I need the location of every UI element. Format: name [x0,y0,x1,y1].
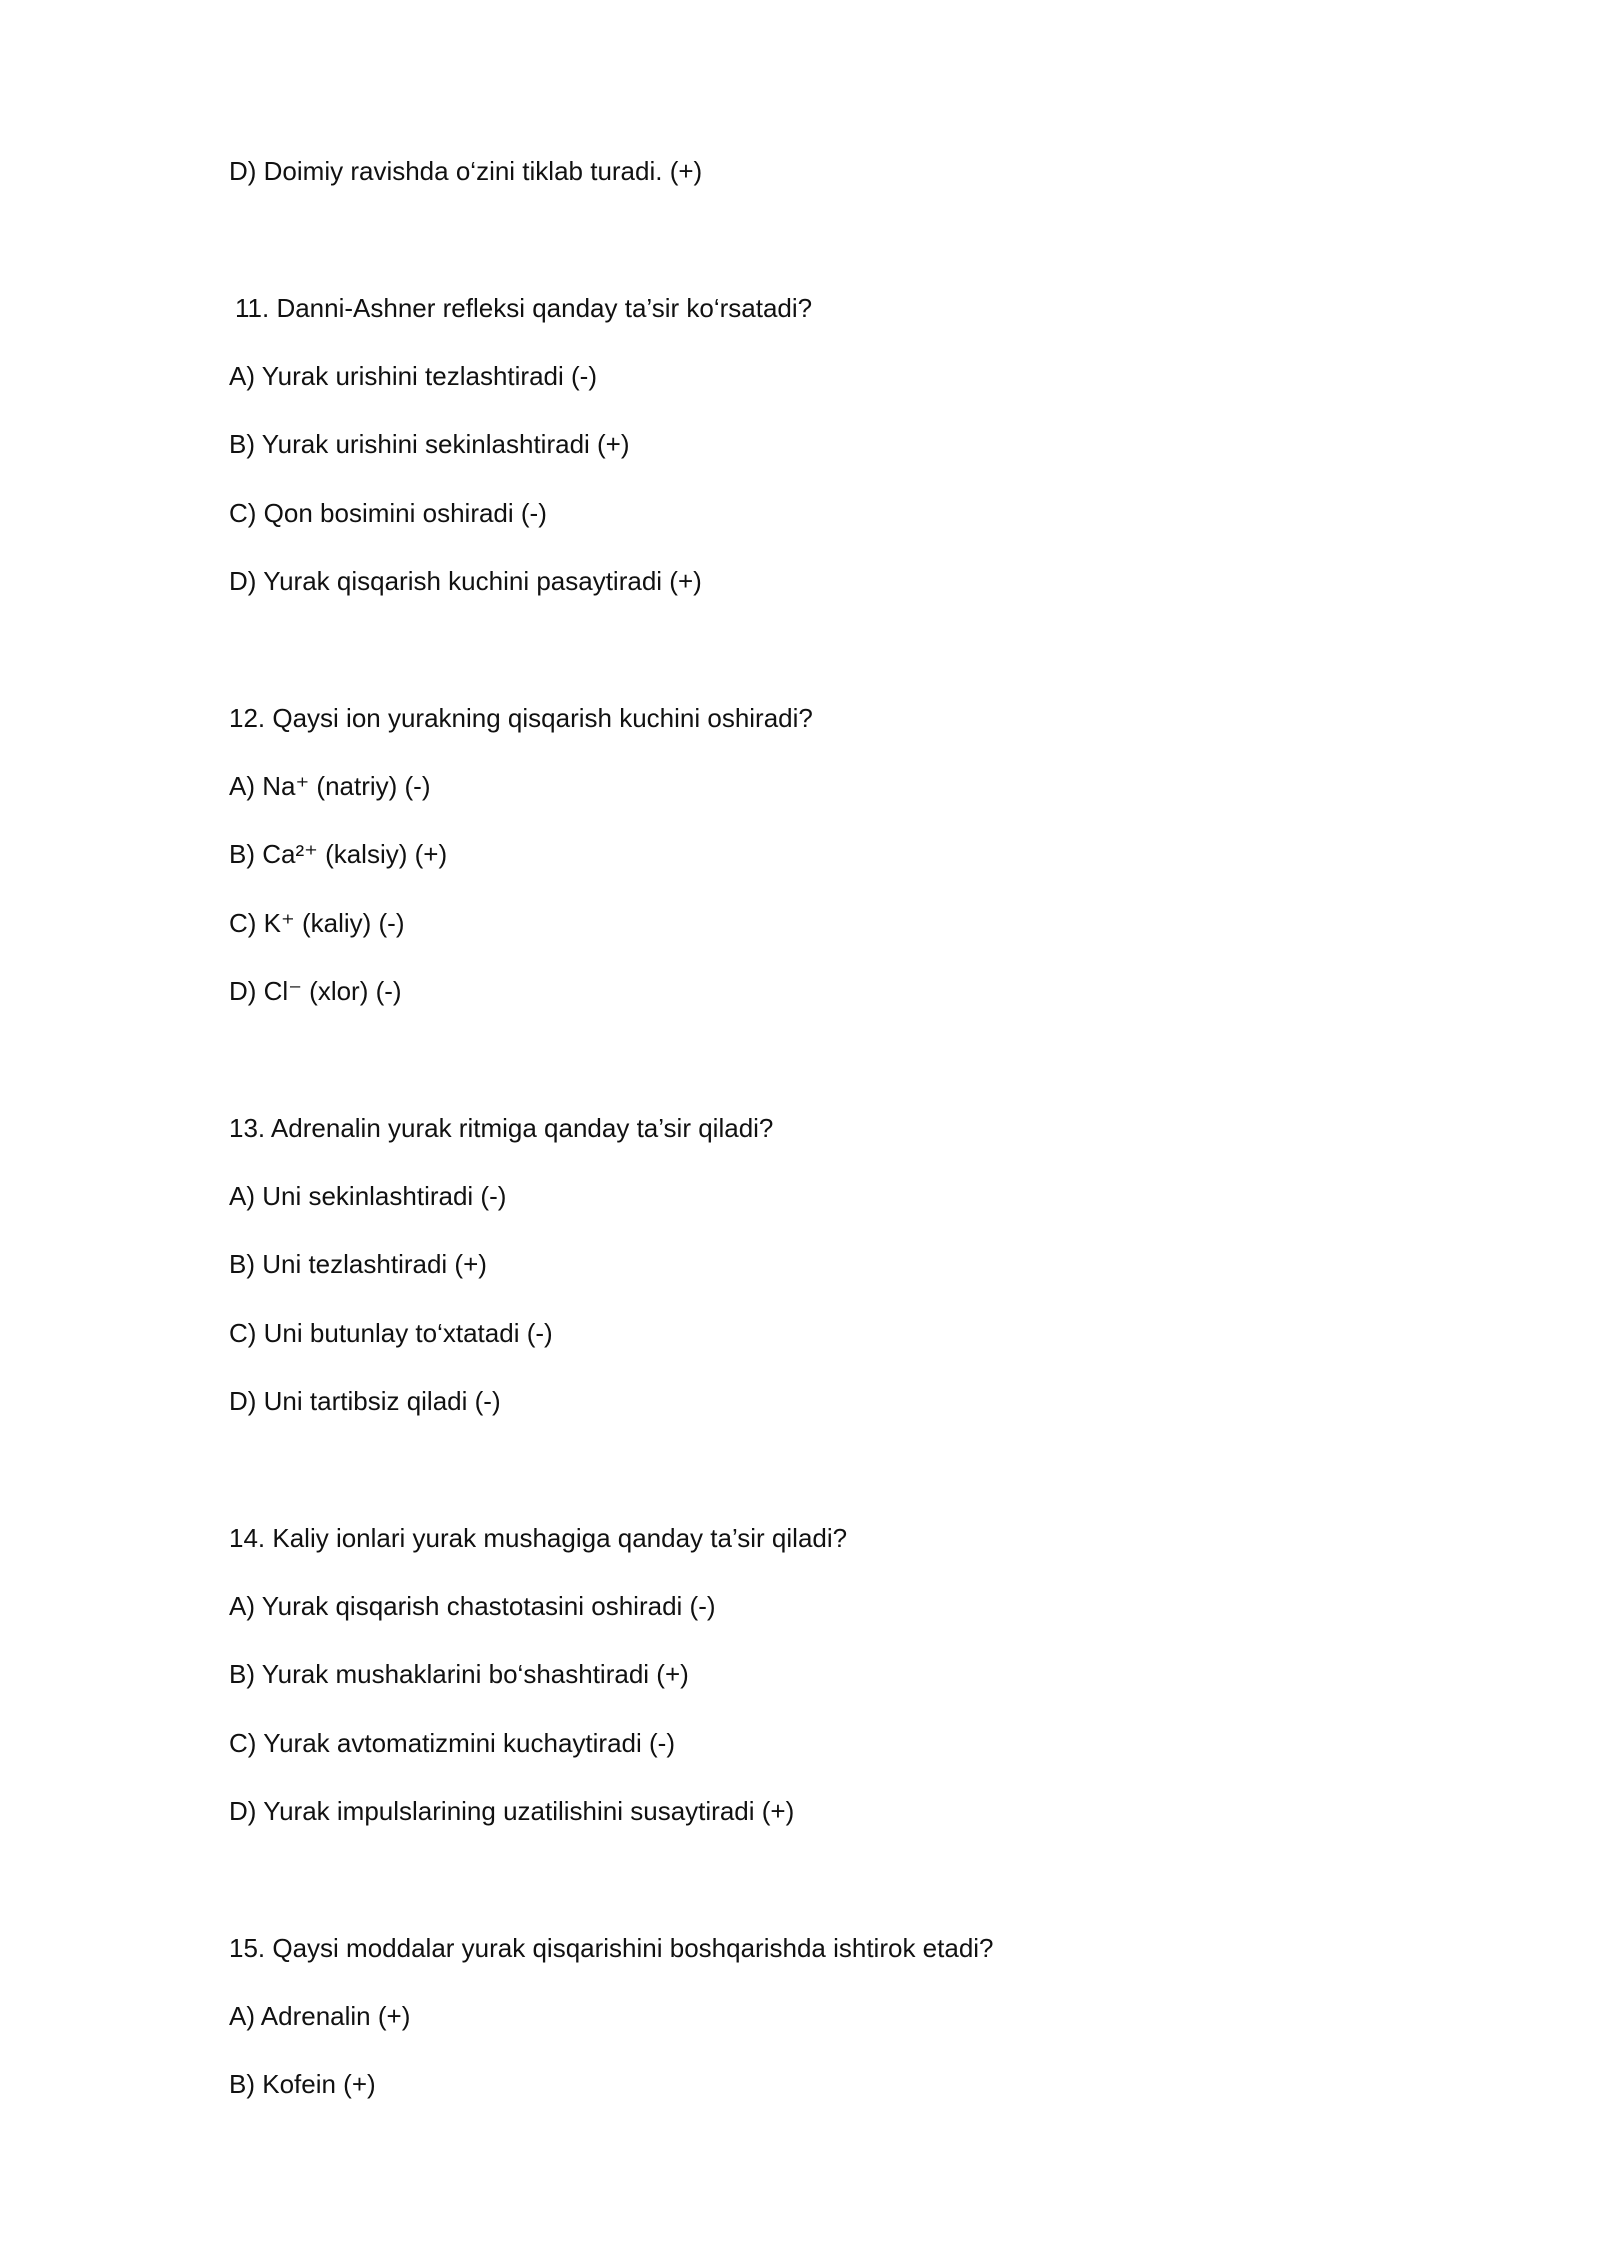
option-line: C) Uni butunlay to‘xtatadi (-) [229,1318,553,1348]
question-15: 15. Qaysi moddalar yurak qisqarishini boshqarishda ishtirok etadi? [229,1933,994,1963]
question-13: 13. Adrenalin yurak ritmiga qanday ta’sir qiladi? [229,1113,774,1143]
option-line: C) Qon bosimini oshiradi (-) [229,498,547,528]
option-line: B) Ca²⁺ (kalsiy) (+) [229,839,448,869]
option-line: C) K⁺ (kaliy) (-) [229,908,405,938]
option-line: A) Yurak qisqarish chastotasini oshiradi (-) [229,1591,716,1621]
option-line: C) Yurak avtomatizmini kuchaytiradi (-) [229,1728,675,1758]
question-12: 12. Qaysi ion yurakning qisqarish kuchini oshiradi? [229,703,813,733]
option-line: A) Uni sekinlashtiradi (-) [229,1181,507,1211]
option-line: B) Yurak urishini sekinlashtiradi (+) [229,429,630,459]
option-line: D) Uni tartibsiz qiladi (-) [229,1386,501,1416]
option-line: A) Yurak urishini tezlashtiradi (-) [229,361,597,391]
option-line: D) Doimiy ravishda o‘zini tiklab turadi. (+) [229,156,703,186]
option-line: D) Cl⁻ (xlor) (-) [229,976,402,1006]
option-line: B) Yurak mushaklarini bo‘shashtiradi (+) [229,1659,689,1689]
option-line: B) Uni tezlashtiradi (+) [229,1249,487,1279]
option-line: D) Yurak impulslarining uzatilishini susaytiradi (+) [229,1796,795,1826]
option-line: B) Kofein (+) [229,2069,376,2099]
option-line: D) Yurak qisqarish kuchini pasaytiradi (+) [229,566,702,596]
question-11: 11. Danni-Ashner refleksi qanday ta’sir ko‘rsatadi? [235,293,813,323]
option-line: A) Na⁺ (natriy) (-) [229,771,431,801]
question-14: 14. Kaliy ionlari yurak mushagiga qanday ta’sir qiladi? [229,1523,848,1553]
option-line: A) Adrenalin (+) [229,2001,411,2031]
